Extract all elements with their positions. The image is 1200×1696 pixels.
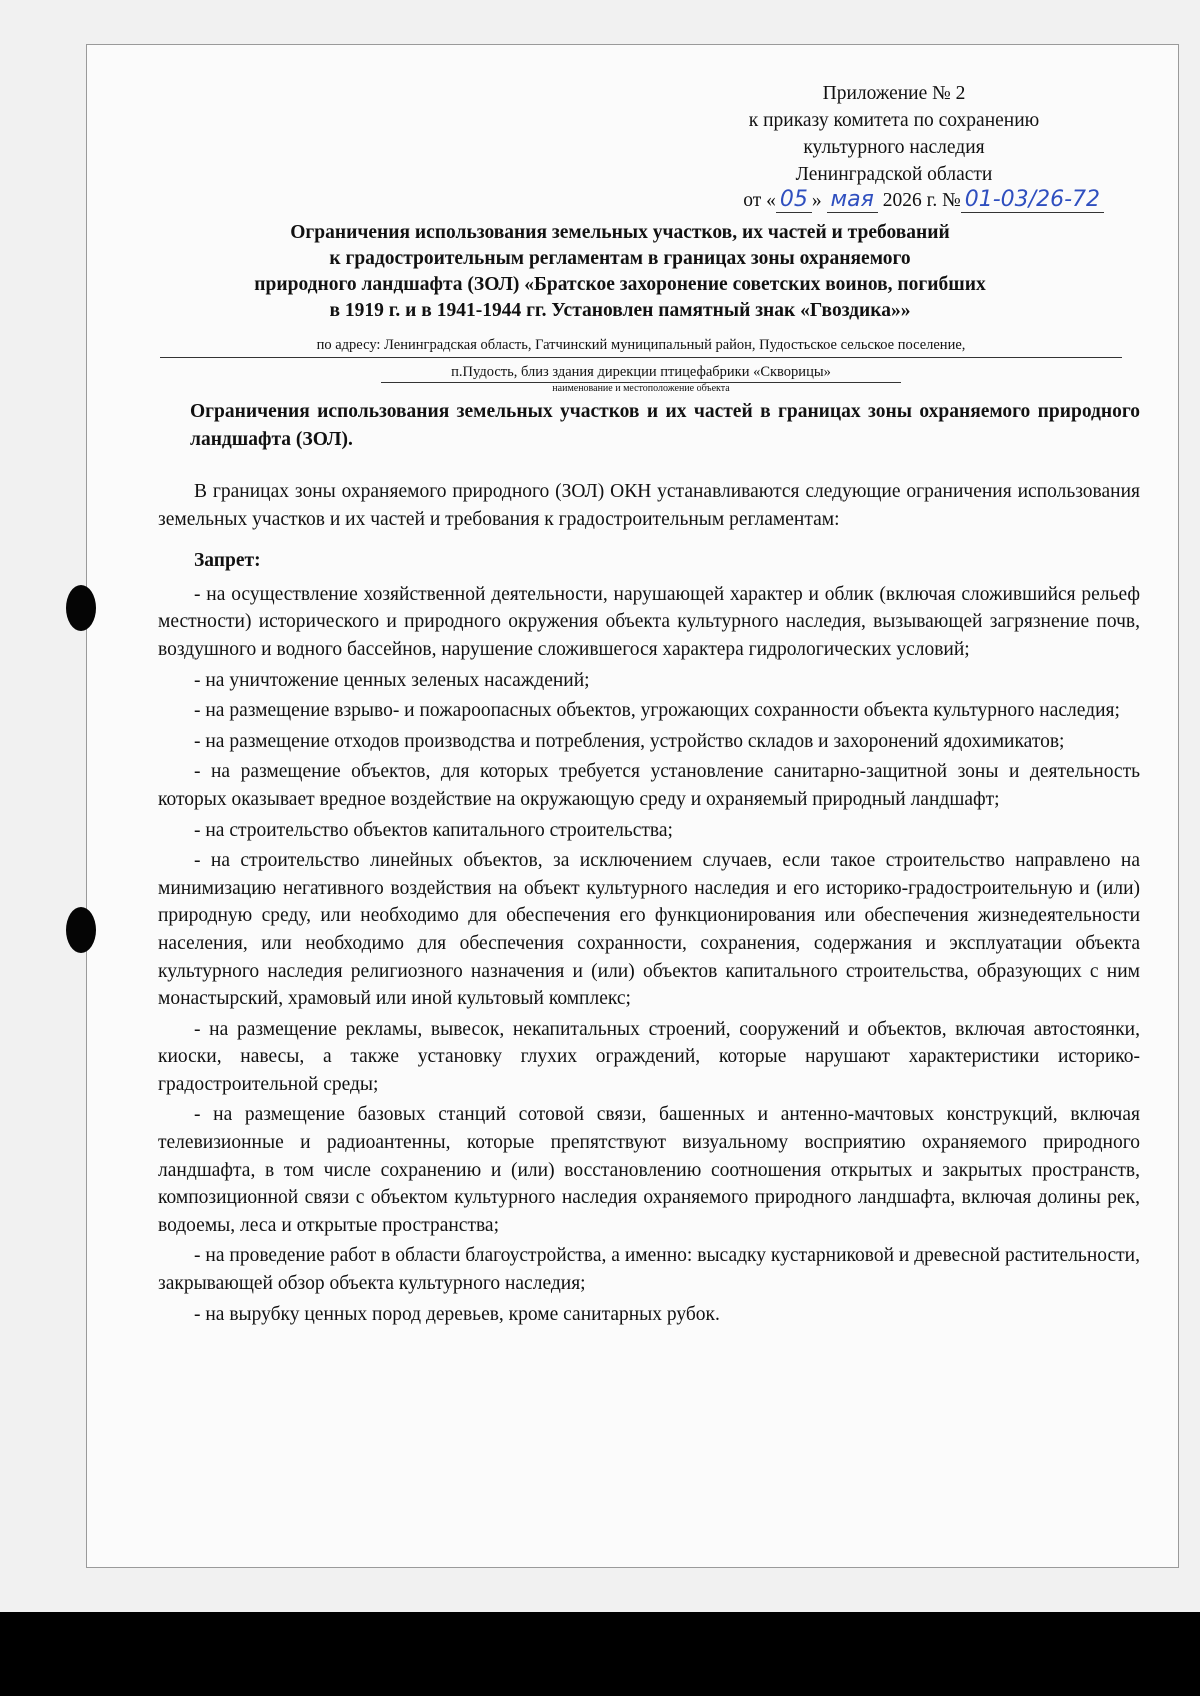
order-year: 2026 г. № xyxy=(882,190,961,211)
order-date-line: от « 05 » мая 2026 г. № 01-03/26-72 xyxy=(684,186,1104,214)
prohibition-item: - на строительство линейных объектов, за исключением случаев, если такое строительство направлено на минимизацию негативного воздействия на объект культурного наследия и его историко-градостроительную и (или) природную среду, или необходимо для обеспечения его функционирования или обеспечения жизнедеятельности населения, или необходимо для обеспечения сохранности, сохранения, содержания и эксплуатации объекта культурного наследия религиозного назначения и (или) объектов капитального строительства, образующих с ним монастырский, храмовый или иной культовый комплекс; xyxy=(158,850,1140,1010)
binder-hole-bottom xyxy=(66,907,96,953)
appendix-number: Приложение № 2 xyxy=(822,83,966,104)
prohibition-label: Запрет: xyxy=(194,550,261,572)
prohibition-item: - на строительство объектов капитального строительства; xyxy=(194,819,673,841)
section-heading: Ограничения использования земельных участков и их частей в границах зоны охраняемого природного ландшафта (ЗОЛ). xyxy=(190,401,1140,450)
document-body xyxy=(158,478,1140,1331)
prohibition-item: - на размещение объектов, для которых требуется установление санитарно-защитной зоны и деятельность которых оказывает вредное воздействие на окружающую среду и охраняемый природный ландшафт; xyxy=(158,761,1140,810)
order-day: 05 xyxy=(776,187,812,213)
prohibition-item: - на осуществление хозяйственной деятельности, нарушающей характер и облик (включая сложившийся рельеф местности) исторического и природного окружения объекта культурного наследия, вызывающей загрязнение почв, воздушного и водного бассейнов, нарушение сложившегося характера гидрологических условий; xyxy=(158,583,1140,660)
prohibition-item: - на размещение базовых станций сотовой связи, башенных и антенно-мачтовых конструкций, включая телевизионные и радиоантенны, которые препятствуют визуальному восприятию охраняемого природного ландшафта, в том числе сохранению и (или) восстановлению соотношения открытых и закрытых пространств, композиционной связи с объектом культурного наследия охраняемого природного ландшафта, включая долины рек, водоемы, леса и открытые пространства; xyxy=(158,1104,1140,1236)
appendix-region: Ленинградской области xyxy=(795,164,993,185)
prohibition-item: - на размещение отходов производства и потребления, устройство складов и захоронений ядохимикатов; xyxy=(194,730,1065,752)
address-caption: наименование и местоположение объекта xyxy=(552,383,730,394)
intro-paragraph: В границах зоны охраняемого природного (ЗОЛ) ОКН устанавливаются следующие ограничения использования земельных участков и их частей и требования к градостроительным регламентам: xyxy=(158,481,1140,530)
scan-bottom-edge xyxy=(0,1612,1200,1696)
document-title: Ограничения использования земельных участков, их частей и требований к градостроительным регламентам в границах зоны охраняемого природного ландшафта (ЗОЛ) «Братское захоронение советских воинов, погибших в 1919 г. и в 1941-1944 гг. Установлен памятный знак «Гвоздика»» xyxy=(254,222,986,321)
prohibition-item: - на размещение рекламы, вывесок, некапитальных строений, сооружений и объектов, включая автостоянки, киоски, навесы, а также установку глухих ограждений, которые нарушают характеристики историко-градостроительной среды; xyxy=(158,1018,1140,1095)
order-number: 01-03/26-72 xyxy=(961,187,1104,213)
appendix-header xyxy=(684,80,1104,214)
appendix-order-ref: к приказу комитета по сохранению xyxy=(748,110,1040,131)
prohibition-item: - на вырубку ценных пород деревьев, кроме санитарных рубок. xyxy=(194,1303,720,1325)
object-address: по адресу: Ленинградская область, Гатчинский муниципальный район, Пудостьское сельское поселение, п.Пудость, близ здания дирекции птицефабрики «Скворицы» наименование и местоположение объекта xyxy=(160,335,1122,395)
prohibition-item: - на размещение взрыво- и пожароопасных объектов, угрожающих сохранности объекта культурного наследия; xyxy=(194,700,1120,722)
binder-hole-top xyxy=(66,585,96,631)
prohibition-item: - на уничтожение ценных зеленых насаждений; xyxy=(194,669,590,691)
prohibition-item: - на проведение работ в области благоустройства, а именно: высадку кустарниковой и древесной растительности, закрывающей обзор объекта культурного наследия; xyxy=(158,1245,1140,1295)
appendix-committee: культурного наследия xyxy=(803,137,985,158)
order-month: мая xyxy=(827,187,878,213)
